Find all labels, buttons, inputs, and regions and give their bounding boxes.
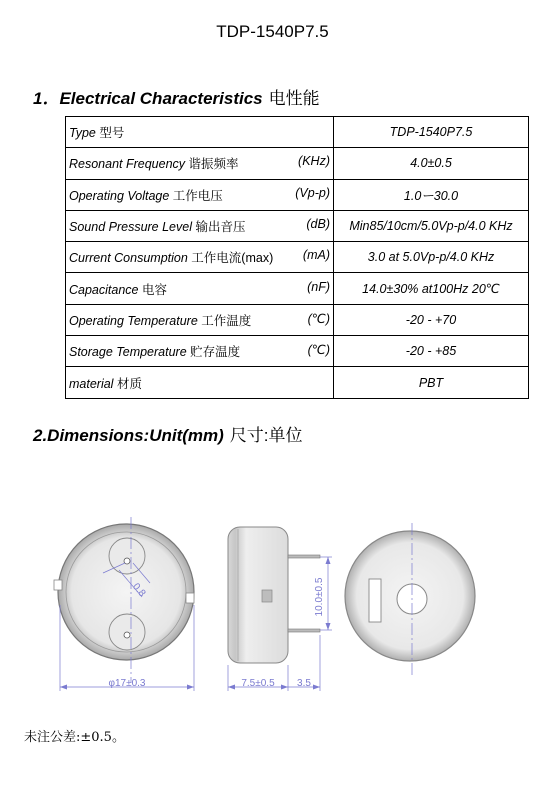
param-cn: 输出音压 (195, 220, 246, 235)
param-cell (66, 336, 334, 367)
param-name: material (69, 376, 114, 391)
param-unit: (nF) (307, 279, 330, 294)
value-cell: TDP-1540P7.5 (334, 117, 529, 148)
section-dimensions-heading (33, 421, 303, 446)
table-row (66, 179, 529, 210)
param-cn: 材质 (116, 376, 142, 391)
param-cell (66, 304, 334, 335)
front-view (54, 517, 194, 691)
diameter-dimension-label: φ17±0.3 (108, 678, 146, 689)
section-electrical-label: 1．Electrical Characteristics (33, 89, 263, 108)
param-unit: (℃) (307, 343, 330, 358)
pitch-dimension-label: 10.0±0.5 (314, 577, 325, 617)
table-row (66, 117, 529, 148)
param-name: Capacitance (69, 282, 139, 297)
param-unit: (dB) (306, 217, 330, 232)
value-cell: Min85/10cm/5.0Vp-p/4.0 KHz (334, 210, 529, 241)
param-name: Type (69, 126, 96, 141)
section-dimensions-cn: 尺寸:单位 (229, 426, 303, 445)
table-row (66, 210, 529, 241)
param-cn: 工作电压 (172, 188, 223, 203)
param-name: Sound Pressure Level (69, 220, 192, 235)
param-unit: (Vp-p) (295, 185, 330, 200)
table-row (66, 336, 529, 367)
param-name: Current Consumption (69, 251, 188, 266)
value-cell: 4.0±0.5 (334, 148, 529, 179)
section-electrical-heading (33, 84, 320, 109)
section-dimensions-label: 2.Dimensions:Unit(mm) (33, 426, 224, 445)
table-row (66, 367, 529, 398)
document-title: TDP-1540P7.5 (216, 22, 329, 41)
param-name: Storage Temperature (69, 345, 187, 360)
param-cell (66, 210, 334, 241)
param-name: Resonant Frequency (69, 157, 186, 172)
param-cn: 贮存温度 (190, 345, 241, 360)
value-cell: 3.0 at 5.0Vp-p/4.0 KHz (334, 242, 529, 273)
param-cell (66, 367, 334, 398)
table-row (66, 242, 529, 273)
param-cell (66, 148, 334, 179)
back-view (345, 523, 475, 675)
param-unit: (KHz) (298, 154, 330, 169)
spec-table (65, 116, 529, 399)
param-cell (66, 242, 334, 273)
param-name: Operating Voltage (69, 188, 170, 203)
param-cell (66, 179, 334, 210)
tolerance-note: 未注公差:±0.5。 (24, 730, 125, 745)
value-cell: PBT (334, 367, 529, 398)
value-cell: -20 - +85 (334, 336, 529, 367)
side-view (228, 527, 332, 691)
param-cn: 型号 (99, 126, 125, 141)
param-cn: 工作电流(max) (191, 251, 274, 266)
table-row (66, 304, 529, 335)
height-dimension-label: 7.5±0.5 (241, 678, 275, 689)
dimension-drawing (0, 505, 545, 705)
param-cell (66, 273, 334, 304)
param-cn: 谐振频率 (188, 157, 239, 172)
section-electrical-cn: 电性能 (268, 89, 320, 108)
param-name: Operating Temperature (69, 313, 198, 328)
value-cell: 1.0ー30.0 (334, 179, 529, 210)
hole-dimension-label: 0.8 (130, 581, 148, 600)
param-cn: 电容 (141, 282, 167, 297)
table-row (66, 273, 529, 304)
value-cell: -20 - +70 (334, 304, 529, 335)
pin-dimension-label: 3.5 (297, 678, 311, 689)
value-cell: 14.0±30% at100Hz 20℃ (334, 273, 529, 304)
param-cn: 工作温度 (201, 313, 252, 328)
param-unit: (℃) (307, 311, 330, 326)
table-row (66, 148, 529, 179)
param-unit: (mA) (302, 248, 330, 263)
param-cell (66, 117, 334, 148)
